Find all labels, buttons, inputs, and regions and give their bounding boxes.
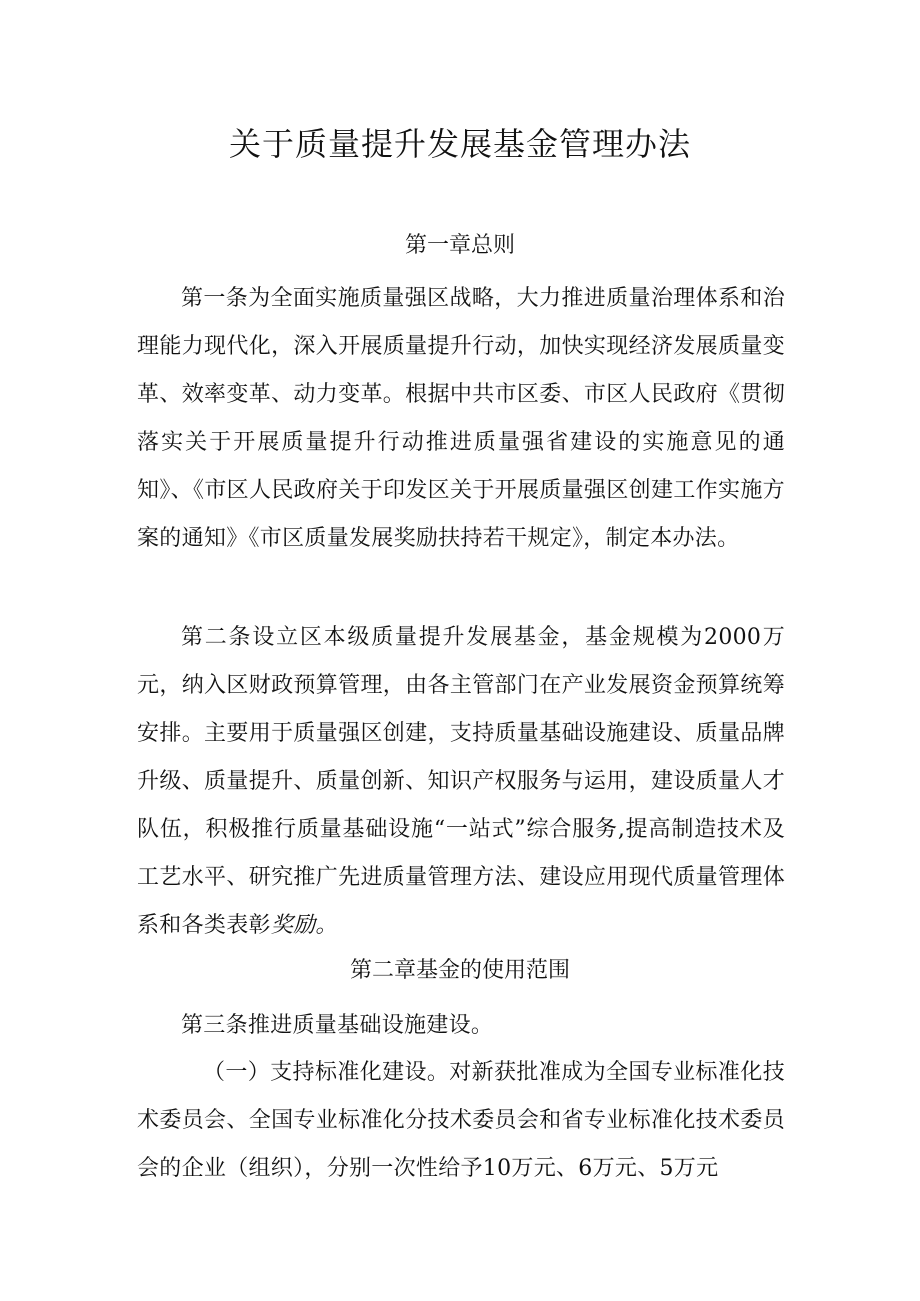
article-2-paragraph [137, 614, 785, 950]
document-title: 关于质量提升发展基金管理办法 [228, 125, 691, 163]
article-1-paragraph: 第一条为全面实施质量强区战略，大力推进质量治理体系和治理能力现代化，深入开展质量提升行动，加快实现经济发展质量变革、效率变革、动力变革。根据中共市区委、市区人民政府《贯彻落实关于开展质量提升行动推进质量强省建设的实施意见的通知》、《市区人民政府关于印发区关于开展质量强区创建工作实施方案的通知》《市区质量发展奖励扶持若干规定》，制定本办法。 [137, 286, 785, 551]
article-3-paragraph: 第三条推进质量基础设施建设。 [181, 1013, 494, 1038]
chapter-heading-2: 第二章基金的使用范围 [349, 958, 570, 983]
item-1-paragraph: （一）支持标准化建设。对新获批准成为全国专业标准化技术委员会、全国专业标准化分技术委员会和省专业标准化技术委员会的企业（组织），分别一次性给予10万元、6万元、5万元 [137, 1060, 785, 1181]
chapter-heading-1: 第一章总则 [404, 233, 515, 258]
article-2-tail: 奖励。 [270, 913, 338, 938]
article-2-text: 第二条设立区本级质量提升发展基金，基金规模为2000万元，纳入区财政预算管理，由各主管部门在产业发展资金预算统筹安排。主要用于质量强区创建，支持质量基础设施建设、质量品牌升级、质量提升、质量创新、知识产权服务与运用，建设质量人才队伍，积极推行质量基础设施“一站式”综合服务,提高制造技术及工艺水平、研究推广先进质量管理方法、建设应用现代质量管理体系和各类表彰 [137, 625, 785, 938]
